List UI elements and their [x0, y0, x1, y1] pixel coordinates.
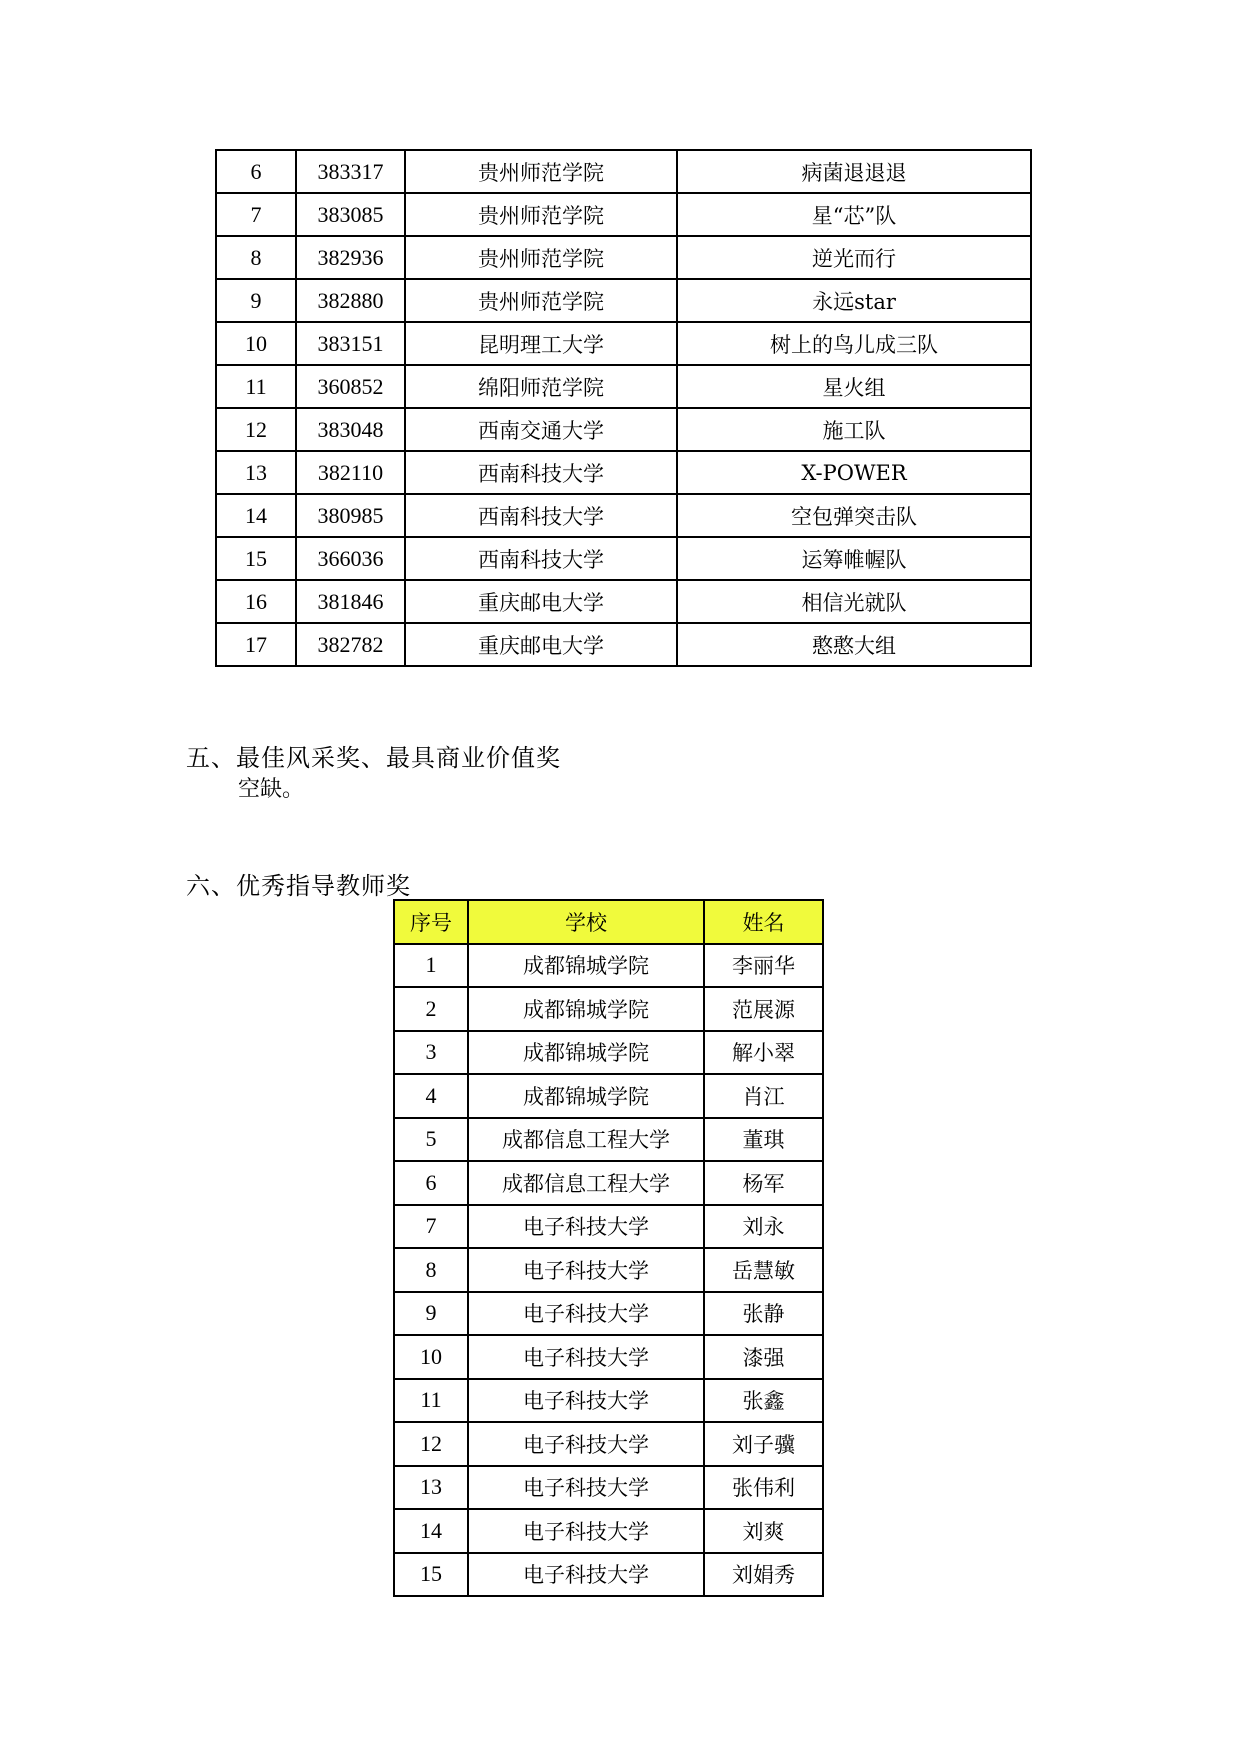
row-number-cell: 11 — [216, 365, 296, 408]
team-id-cell: 381846 — [296, 580, 405, 623]
school-cell: 绵阳师范学院 — [405, 365, 677, 408]
school-cell: 电子科技大学 — [468, 1335, 704, 1379]
table-row — [216, 451, 1031, 494]
team-id-cell: 380985 — [296, 494, 405, 537]
table-row — [216, 279, 1031, 322]
school-cell: 西南交通大学 — [405, 408, 677, 451]
team-id-cell: 382936 — [296, 236, 405, 279]
school-cell: 重庆邮电大学 — [405, 623, 677, 666]
row-number-cell: 14 — [394, 1509, 468, 1553]
row-number-cell: 6 — [394, 1161, 468, 1205]
table-row — [394, 1161, 823, 1205]
table-row — [216, 580, 1031, 623]
teacher-name-cell: 杨军 — [704, 1161, 823, 1205]
row-number-cell: 5 — [394, 1118, 468, 1162]
team-id-cell: 382782 — [296, 623, 405, 666]
team-id-cell: 383048 — [296, 408, 405, 451]
row-number-cell: 15 — [216, 537, 296, 580]
table-row — [216, 408, 1031, 451]
table-row — [394, 1466, 823, 1510]
table-row — [216, 322, 1031, 365]
table-row — [394, 944, 823, 988]
team-name-cell: 施工队 — [677, 408, 1031, 451]
header-cell-name: 姓名 — [704, 900, 823, 944]
table-row — [394, 1292, 823, 1336]
section-5-body: 空缺。 — [238, 777, 305, 802]
row-number-cell: 16 — [216, 580, 296, 623]
row-number-cell: 3 — [394, 1031, 468, 1075]
teacher-name-cell: 刘永 — [704, 1205, 823, 1249]
school-cell: 电子科技大学 — [468, 1553, 704, 1597]
row-number-cell: 9 — [216, 279, 296, 322]
row-number-cell: 9 — [394, 1292, 468, 1336]
row-number-cell: 6 — [216, 150, 296, 193]
section-5-heading: 五、最佳风采奖、最具商业价值奖 — [186, 744, 561, 772]
team-name-cell: 星火组 — [677, 365, 1031, 408]
table-row — [216, 494, 1031, 537]
row-number-cell: 8 — [216, 236, 296, 279]
teacher-name-cell: 漆强 — [704, 1335, 823, 1379]
row-number-cell: 13 — [394, 1466, 468, 1510]
row-number-cell: 8 — [394, 1248, 468, 1292]
table-row — [216, 365, 1031, 408]
row-number-cell: 11 — [394, 1379, 468, 1423]
team-id-cell: 383151 — [296, 322, 405, 365]
table-row — [394, 1118, 823, 1162]
table-row — [216, 236, 1031, 279]
team-name-cell: 空包弹突击队 — [677, 494, 1031, 537]
school-cell: 电子科技大学 — [468, 1422, 704, 1466]
school-cell: 贵州师范学院 — [405, 193, 677, 236]
school-cell: 电子科技大学 — [468, 1509, 704, 1553]
school-cell: 西南科技大学 — [405, 494, 677, 537]
table-row — [216, 150, 1031, 193]
row-number-cell: 14 — [216, 494, 296, 537]
header-cell-school: 学校 — [468, 900, 704, 944]
row-number-cell: 7 — [216, 193, 296, 236]
row-number-cell: 2 — [394, 987, 468, 1031]
team-id-cell: 383317 — [296, 150, 405, 193]
school-cell: 重庆邮电大学 — [405, 580, 677, 623]
table-row — [216, 193, 1031, 236]
school-cell: 电子科技大学 — [468, 1379, 704, 1423]
table-row — [394, 1205, 823, 1249]
school-cell: 成都信息工程大学 — [468, 1118, 704, 1162]
teacher-name-cell: 肖江 — [704, 1074, 823, 1118]
school-cell: 成都锦城学院 — [468, 944, 704, 988]
team-name-cell: 运筹帷幄队 — [677, 537, 1031, 580]
teachers-header-row — [394, 900, 823, 944]
school-cell: 贵州师范学院 — [405, 279, 677, 322]
school-cell: 昆明理工大学 — [405, 322, 677, 365]
school-cell: 成都锦城学院 — [468, 987, 704, 1031]
teacher-name-cell: 张静 — [704, 1292, 823, 1336]
teacher-name-cell: 刘爽 — [704, 1509, 823, 1553]
row-number-cell: 7 — [394, 1205, 468, 1249]
team-name-cell: 树上的鸟儿成三队 — [677, 322, 1031, 365]
row-number-cell: 15 — [394, 1553, 468, 1597]
school-cell: 西南科技大学 — [405, 537, 677, 580]
table-row — [394, 1553, 823, 1597]
team-id-cell: 382110 — [296, 451, 405, 494]
team-name-cell: 憨憨大组 — [677, 623, 1031, 666]
row-number-cell: 12 — [394, 1422, 468, 1466]
teacher-name-cell: 解小翠 — [704, 1031, 823, 1075]
school-cell: 贵州师范学院 — [405, 236, 677, 279]
table-row — [394, 1509, 823, 1553]
team-id-cell: 366036 — [296, 537, 405, 580]
table-row — [394, 1422, 823, 1466]
row-number-cell: 1 — [394, 944, 468, 988]
table-row — [216, 537, 1031, 580]
table-row — [394, 987, 823, 1031]
teacher-name-cell: 董琪 — [704, 1118, 823, 1162]
table-row — [394, 1379, 823, 1423]
team-name-cell: X-POWER — [677, 451, 1031, 494]
teacher-name-cell: 李丽华 — [704, 944, 823, 988]
table-row — [216, 623, 1031, 666]
row-number-cell: 10 — [394, 1335, 468, 1379]
school-cell: 成都锦城学院 — [468, 1031, 704, 1075]
team-id-cell: 360852 — [296, 365, 405, 408]
team-name-cell: 逆光而行 — [677, 236, 1031, 279]
row-number-cell: 12 — [216, 408, 296, 451]
school-cell: 成都锦城学院 — [468, 1074, 704, 1118]
school-cell: 贵州师范学院 — [405, 150, 677, 193]
row-number-cell: 13 — [216, 451, 296, 494]
teacher-name-cell: 刘子骥 — [704, 1422, 823, 1466]
school-cell: 西南科技大学 — [405, 451, 677, 494]
school-cell: 电子科技大学 — [468, 1205, 704, 1249]
teacher-name-cell: 岳慧敏 — [704, 1248, 823, 1292]
table-row — [394, 1031, 823, 1075]
section-6-heading: 六、优秀指导教师奖 — [186, 872, 411, 900]
row-number-cell: 4 — [394, 1074, 468, 1118]
teacher-name-cell: 张伟利 — [704, 1466, 823, 1510]
table-row — [394, 1074, 823, 1118]
school-cell: 成都信息工程大学 — [468, 1161, 704, 1205]
table-row — [394, 1248, 823, 1292]
header-cell-no: 序号 — [394, 900, 468, 944]
teacher-name-cell: 范展源 — [704, 987, 823, 1031]
team-id-cell: 383085 — [296, 193, 405, 236]
row-number-cell: 10 — [216, 322, 296, 365]
teacher-name-cell: 刘娟秀 — [704, 1553, 823, 1597]
teacher-name-cell: 张鑫 — [704, 1379, 823, 1423]
team-id-cell: 382880 — [296, 279, 405, 322]
school-cell: 电子科技大学 — [468, 1466, 704, 1510]
row-number-cell: 17 — [216, 623, 296, 666]
team-name-cell: 相信光就队 — [677, 580, 1031, 623]
team-name-cell: 星“芯”队 — [677, 193, 1031, 236]
school-cell: 电子科技大学 — [468, 1248, 704, 1292]
teachers-table — [393, 899, 824, 1597]
table-row — [394, 1335, 823, 1379]
team-name-cell: 病菌退退退 — [677, 150, 1031, 193]
teachers-table-body — [394, 944, 823, 1597]
school-cell: 电子科技大学 — [468, 1292, 704, 1336]
teams-table-body — [216, 150, 1031, 666]
teams-table — [215, 149, 1032, 667]
team-name-cell: 永远star — [677, 279, 1031, 322]
